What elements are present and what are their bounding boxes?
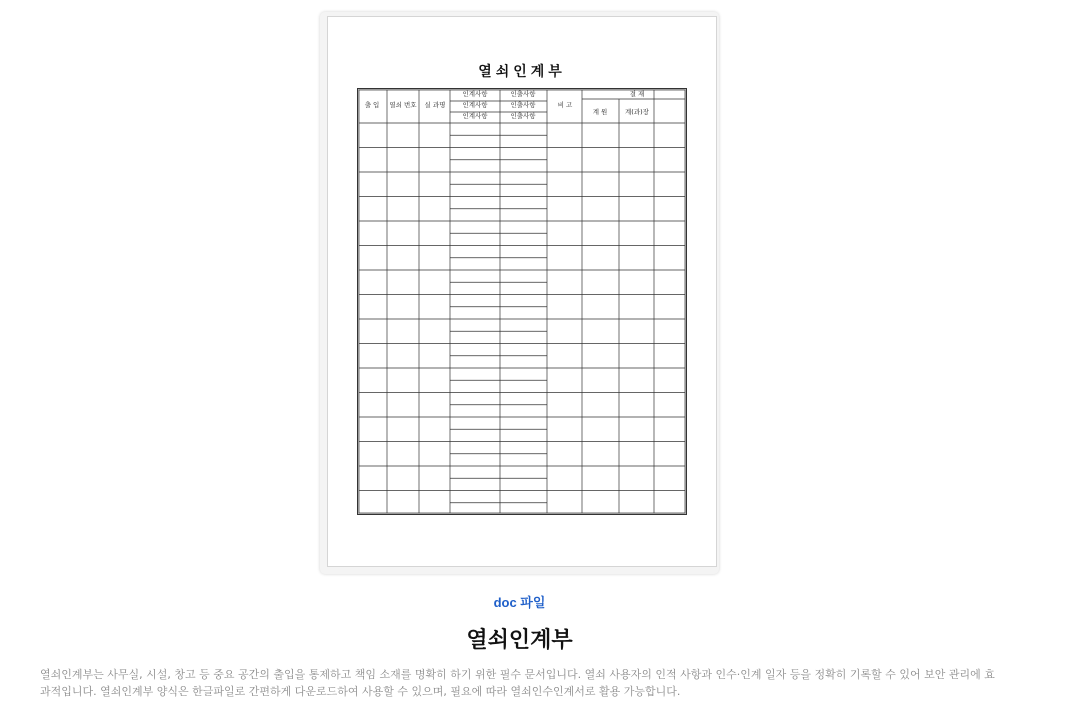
document-title: 열쇠인계부 bbox=[478, 64, 566, 80]
header-handover-2: 인계사항 bbox=[462, 101, 488, 109]
header-col3: 실 과명 bbox=[424, 101, 446, 109]
table-outer-border bbox=[358, 89, 687, 515]
header-handover-1: 인계사항 bbox=[462, 90, 488, 98]
header-col1: 출 입 bbox=[364, 101, 380, 109]
header-approval-sub2: 계(과)장 bbox=[625, 108, 649, 116]
header-remarks: 비 고 bbox=[557, 101, 573, 109]
header-takeover-3: 인출사항 bbox=[510, 112, 536, 120]
table-inner-border bbox=[359, 90, 685, 513]
page-title: 열쇠인계부 bbox=[466, 628, 573, 653]
header-takeover-1: 인출사항 bbox=[510, 90, 536, 98]
header-handover-3: 인계사항 bbox=[462, 112, 488, 120]
key-handover-form-table bbox=[357, 88, 687, 515]
file-type-label[interactable]: doc 파일 bbox=[493, 595, 546, 610]
header-col2: 열쇠 번호 bbox=[389, 101, 417, 109]
document-page bbox=[327, 16, 717, 567]
header-approval-sub1: 계 원 bbox=[592, 108, 608, 116]
header-approval: 결 재 bbox=[629, 90, 645, 98]
description-text: 열쇠인계부는 사무실, 시설, 창고 등 중요 공간의 출입을 통제하고 책임 소재를 명확히 하기 위한 필수 문서입니다. 열쇠 사용자의 인적 사항과 인수·인계 일자 등을 정확히 기록할 수 있어 보안 관리에 효과적입니다. 열쇠인계부 양식은 한글파일로 간편하게 다운로드하여 사용할 수 있으며, 필요에 따라 열쇠인수인계서로 활용 가능합니다. bbox=[40, 668, 995, 698]
header-takeover-2: 인출사항 bbox=[510, 101, 536, 109]
document-preview[interactable] bbox=[320, 12, 719, 574]
